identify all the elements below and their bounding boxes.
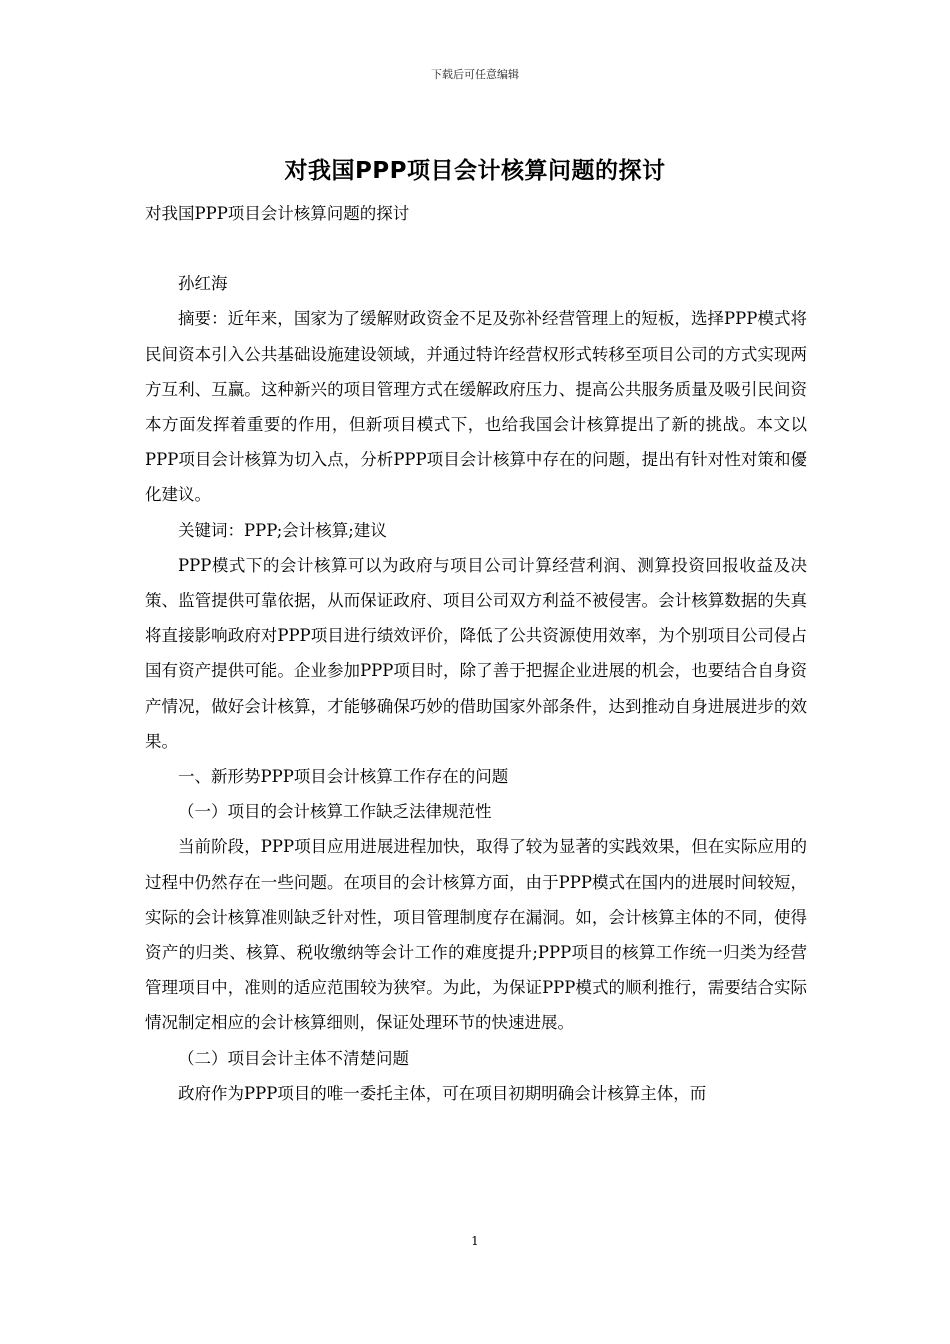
intro-paragraph: PPP模式下的会计核算可以为政府与项目公司计算经营利润、测算投资回报收益及决策、监管提供可靠依据，从而保证政府、项目公司双方利益不被侵害。会计核算数据的失真将直接影响政府对PPP项目进行绩效评价，降低了公共资源使用效率，为个别项目公司侵占国有资产提供可能。企业参加PPP项目时，除了善于把握企业进展的机会，也要结合自身资产情况，做好会计核算，才能够确保巧妙的借助国家外部条件，达到推动自身进展进步的效果。 <box>145 555 807 751</box>
page-number: 1 <box>471 1234 479 1248</box>
blank-line <box>145 231 807 266</box>
section-heading-1: 一、新形势PPP项目会计核算工作存在的问题 <box>178 767 509 787</box>
subsection-1-paragraph: 当前阶段，PPP项目应用进展进程加快，取得了较为显著的实践效果，但在实际应用的过程中仍然存在一些问题。在项目的会计核算方面，由于PPP模式在国内的进展时间较短，实际的会计核算准则缺乏针对性，项目管理制度存在漏洞。如，会计核算主体的不同，使得资产的归类、核算、税收缴纳等会计工作的难度提升;PPP项目的核算工作统一归类为经营管理项目中，准则的适应范围较为狭窄。为此，为保证PPP模式的顺利推行，需要结合实际情况制定相应的会计核算细则，保证处理环节的快速进展。 <box>145 837 807 1033</box>
keywords: 关键词：PPP;会计核算;建议 <box>178 520 387 540</box>
subsection-2-paragraph: 政府作为PPP项目的唯一委托主体，可在项目初期明确会计核算主体，而 <box>178 1083 707 1103</box>
subtitle: 对我国PPP项目会计核算问题的探讨 <box>145 204 410 223</box>
header-note: 下载后可任意编辑 <box>431 68 519 81</box>
document-title: 对我国PPP项目会计核算问题的探讨 <box>284 158 666 184</box>
abstract-paragraph: 摘要：近年来，国家为了缓解财政资金不足及弥补经营管理上的短板，选择PPP模式将民间资本引入公共基础设施建设领域，并通过特许经营权形式转移至项目公司的方式实现两方互利、互赢。这种新兴的项目管理方式在缓解政府压力、提高公共服务质量及吸引民间资本方面发挥着重要的作用，但新项目模式下，也给我国会计核算提出了新的挑战。本文以PPP项目会计核算为切入点，分析PPP项目会计核算中存在的问题，提出有针对性对策和優化建议。 <box>145 309 807 505</box>
subsection-heading-1: （一）项目的会计核算工作缺乏法律规范性 <box>178 802 492 822</box>
subsection-heading-2: （二）项目会计主体不清楚问题 <box>178 1048 409 1068</box>
author: 孙红海 <box>178 274 228 294</box>
document-body <box>145 196 807 1111</box>
